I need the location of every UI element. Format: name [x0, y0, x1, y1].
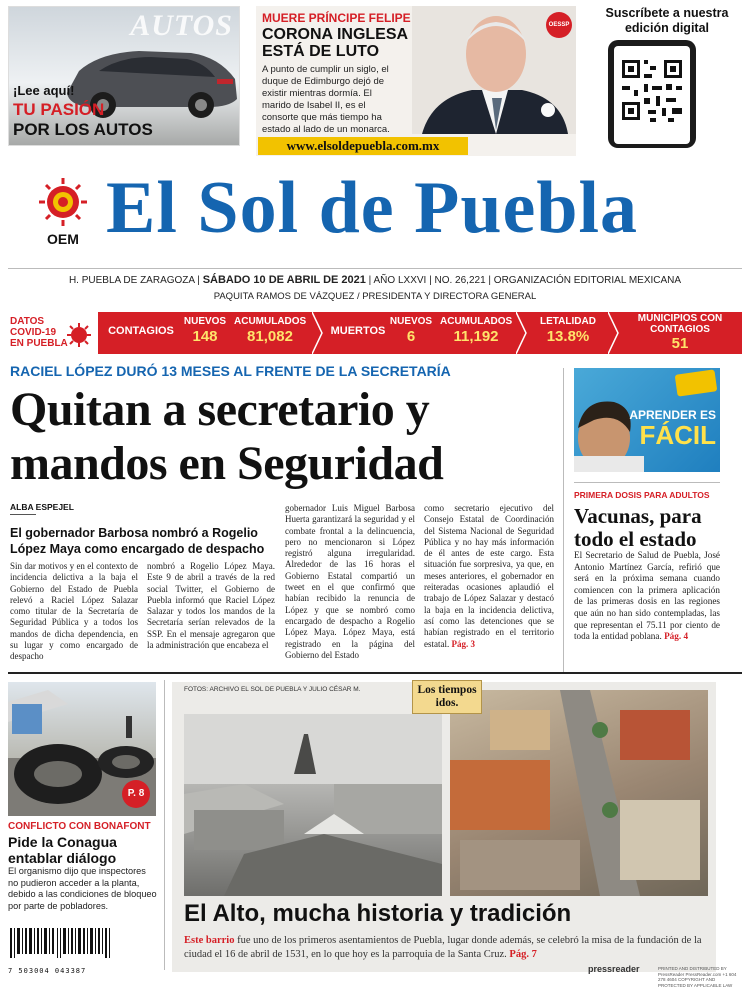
covid-contagios: CONTAGIOS — [108, 325, 174, 337]
feature-body: Este barrio fue uno de los primeros asentamientos de Puebla, lugar donde además, se celebró la misa de la fundación de la ciudad el 16 de abril de 1531, en lo que hoy es la parroquia de la Santa Cruz. Pág. 7 — [184, 935, 702, 960]
covid-muertos-acumulados: ACUMULADOS 11,192 — [440, 316, 513, 345]
covid-contagios-nuevos: NUEVOS 148 — [183, 316, 227, 345]
digital-subscribe-text: Suscríbete a nuestra edición digital — [605, 6, 729, 35]
felipe-headline: CORONA INGLESA ESTÁ DE LUTO — [262, 26, 408, 60]
ad-aprender[interactable] — [574, 368, 720, 472]
dateline-city: H. PUEBLA DE ZARAGOZA — [68, 275, 195, 286]
covid-label: DATOS COVID-19 EN PUEBLA — [8, 312, 104, 354]
main-headline[interactable]: Quitan a secretario y mandos en Seguridad — [10, 383, 444, 490]
qr-code-icon[interactable] — [614, 46, 690, 144]
main-page-ref[interactable]: Pág. 3 — [451, 638, 475, 649]
bonafont-headline[interactable]: Pide la Conagua entablar diálogo — [8, 834, 117, 866]
covid-data-bar — [8, 312, 742, 354]
vacunas-headline[interactable]: Vacunas, para todo el estado — [574, 504, 702, 551]
promo-autos-porlos: POR LOS AUTOS — [13, 120, 153, 139]
main-col-4: como secretario ejecutivo del Consejo Estatal de Coordinación del Sistema Nacional de Seguridad Pública y no hay más información de él antes de este cargo. Esta situación fue sorpresiva, ya que, en meses anteriores, el gobernador en reiteradas ocasiones aplaudió el trabajo de López Salazar y destacó la baja en la incidencia delictiva, así como las detenciones que se habían registrado en el territorio estatal. Pág. 3 — [424, 503, 554, 649]
oem-sun-logo — [34, 176, 92, 248]
main-deck: El gobernador Barbosa nombró a Rogelio López Maya como encargado de despacho — [10, 526, 265, 556]
promo-autos-pasion: TU PASIÓN — [13, 100, 105, 119]
barcode-number: 7 503004 043387 — [8, 967, 87, 975]
dateline-org: ORGANIZACIÓN EDITORIAL MEXICANA — [493, 275, 682, 286]
historic-photo — [184, 714, 442, 896]
masthead-title[interactable]: El Sol de Puebla — [106, 167, 639, 249]
dateline-date: SÁBADO 10 DE ABRIL DE 2021 — [202, 274, 366, 286]
aerial-photo — [450, 690, 708, 896]
covid-muertos: MUERTOS — [330, 325, 386, 337]
ad-line2: FÁCIL — [639, 420, 716, 450]
main-col-2: nombró a Rogelio López Maya. Este 9 de abril a través de la red social Twitter, el Gobierno de Puebla informó que Raciel López Salazar y todos los mandos de la Secretaría serían relevados de la SSP. En el mensaje agregaron que la administración que encabeza el — [147, 561, 275, 651]
pressreader-info: PRINTED AND DISTRIBUTED BY PressReader PressReader.com +1 604 278 4604 COPYRIGHT AND PROTECTED BY APPLICABLE LAW — [658, 966, 737, 988]
covid-letalidad: LETALIDAD 13.8% — [540, 316, 596, 345]
site-url[interactable]: www.elsoldepuebla.com.mx — [258, 137, 468, 155]
main-col-1: Sin dar motivos y en el contexto de incidencia delictiva a la baja el Gobierno del Estado de Puebla relevó a Raciel López Salazar como titular de la Secretaría de Seguridad Pública y a todos los mandos de dicha dependencia, en su lugar y como encargado de despacho — [10, 561, 138, 662]
main-col-3: gobernador Luis Miguel Barbosa Huerta garantizará la seguridad y el combate frontal a la delincuencia, pero no mencionaron si López registró alguna irregularidad. Alrededor de las 16 horas el Gobierno Estatal compartió un tweet en el que confirmó que habían recibido la renuncia de López y que se nombró como encargado de despacho a Rogelio López Maya. López Maya, está registrado en la página del Gobierno del Estado — [285, 503, 415, 660]
barcode-icon — [8, 928, 120, 962]
dateline-year: AÑO LXXVI — [373, 275, 427, 286]
feature-headline[interactable]: El Alto, mucha historia y tradición — [184, 900, 572, 927]
covid-muertos-nuevos: NUEVOS 6 — [389, 316, 433, 345]
felipe-kicker: MUERE PRÍNCIPE FELIPE — [262, 11, 411, 25]
vacunas-page-ref[interactable]: Pág. 4 — [664, 631, 689, 642]
promo-felipe[interactable] — [256, 6, 576, 156]
main-story-kicker: RACIEL LÓPEZ DURÓ 13 MESES AL FRENTE DE LA SECRETARÍA — [10, 363, 451, 379]
promo-autos-lee: ¡Lee aquí! — [13, 83, 75, 98]
main-author: ALBA ESPEJEL — [10, 502, 74, 512]
director-line: PAQUITA RAMOS DE VÁZQUEZ / PRESIDENTA Y DIRECTORA GENERAL — [213, 291, 537, 302]
virus-icon — [66, 322, 92, 348]
ad-badge — [675, 369, 718, 396]
pressreader-logo: pressreader — [588, 964, 640, 974]
covid-municipios: MUNICIPIOS CON CONTAGIOS 51 — [637, 313, 723, 352]
autos-brand: AUTOS — [130, 9, 233, 42]
bonafont-body: El organismo dijo que inspectores no pudieron acceder a la planta, debido a las condiciones de bloqueo por parte de pobladores. — [8, 866, 157, 911]
vacunas-body: El Secretario de Salud de Puebla, José Antonio Martínez García, refirió que será en la próxima semana cuando comiencen con la primera aplicación de las primeras dosis en las regiones que aún no han sido contempladas, las que representan el 75.11 por ciento de toda la entidad poblana. Pág. 4 — [574, 550, 720, 642]
bonafont-kicker: CONFLICTO CON BONAFONT — [8, 821, 151, 832]
dateline: H. PUEBLA DE ZARAGOZA | SÁBADO 10 DE ABRIL DE 2021 | AÑO LXXVI | NO. 26,221 | ORGANIZACIÓN EDITORIAL MEXICANA — [68, 274, 682, 286]
bonafont-page-badge[interactable]: P. 8 — [122, 780, 150, 808]
promo-digital[interactable] — [590, 6, 744, 148]
oem-logo-text: OEM — [47, 231, 79, 247]
vacunas-kicker: PRIMERA DOSIS PARA ADULTOS — [574, 490, 710, 500]
tiempos-label: Los tiempos idos. — [412, 680, 482, 714]
bonafont-photo — [8, 682, 156, 816]
barcode — [8, 928, 120, 975]
feature-page-ref[interactable]: Pág. 7 — [509, 949, 537, 960]
photo-credit: FOTOS: ARCHIVO EL SOL DE PUEBLA Y JULIO CÉSAR M. — [184, 686, 361, 693]
oessp-badge: OESSP — [546, 12, 572, 38]
covid-contagios-acumulados: ACUMULADOS 81,082 — [234, 316, 307, 345]
ad-line1: APRENDER ES — [629, 408, 716, 422]
felipe-body: A punto de cumplir un siglo, el duque de Edimburgo dejó de existir mientras dormía. El marido de Isabel II, es el consorte que más tiempo ha estado al lado de un monarca. — [262, 64, 390, 135]
dateline-number: NO. 26,221 — [434, 275, 486, 286]
phone-icon — [608, 40, 696, 148]
promo-autos[interactable] — [8, 6, 240, 146]
